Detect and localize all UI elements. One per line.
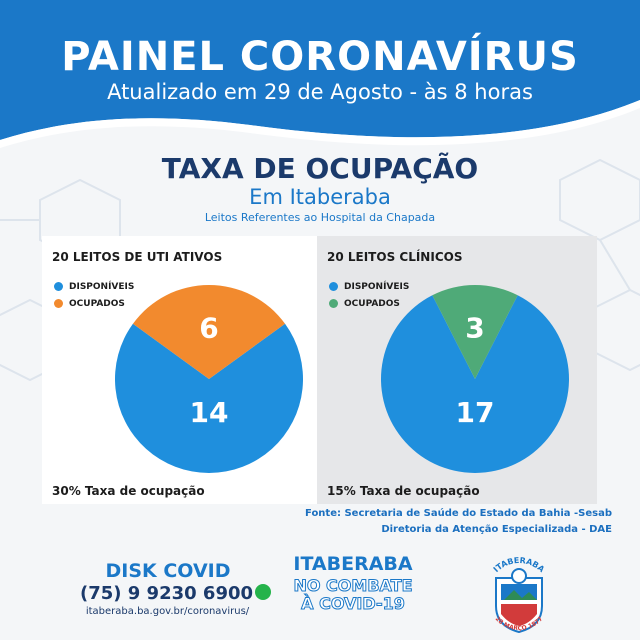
campaign-line-2: À COVID-19 — [301, 594, 405, 613]
clinicos-chart-title: 20 LEITOS CLÍNICOS — [327, 250, 463, 264]
section-note: Leitos Referentes ao Hospital da Chapada — [204, 211, 436, 224]
campaign-name: ITABERABA — [293, 553, 413, 575]
uti-chart-title: 20 LEITOS DE UTI ATIVOS — [52, 250, 223, 264]
update-subtitle: Atualizado em 29 de Agosto - às 8 horas — [107, 80, 533, 104]
clinicos-label-ocupados: 3 — [465, 311, 485, 345]
legend-label: DISPONÍVEIS — [344, 281, 410, 292]
uti-label-ocupados: 6 — [199, 311, 219, 345]
disk-covid-title: DISK COVID — [105, 560, 231, 582]
crest-top-text: ITABERABA — [491, 555, 547, 575]
clinicos-label-disponiveis: 17 — [455, 395, 495, 429]
section-subtitle: Em Itaberaba — [249, 185, 391, 209]
campaign-line-1: NO COMBATE — [293, 576, 413, 595]
clinicos-panel — [317, 236, 597, 504]
source-note — [305, 506, 612, 538]
clinicos-pie-chart — [317, 236, 597, 504]
source-line-2: Diretoria da Atenção Especializada - DAE — [381, 524, 612, 535]
section-title: TAXA DE OCUPAÇÃO — [161, 152, 479, 185]
uti-label-disponiveis: 14 — [189, 395, 229, 429]
legend-label: OCUPADOS — [344, 298, 400, 309]
whatsapp-icon — [255, 584, 271, 600]
source-line-1: Fonte: Secretaria de Saúde do Estado da Bahia -Sesab — [305, 508, 612, 519]
uti-panel — [42, 236, 317, 504]
crest-bottom-text: 28 MARÇO 1877 — [493, 615, 545, 633]
legend-label: DISPONÍVEIS — [69, 281, 135, 292]
city-crest-logo — [474, 548, 564, 638]
website-link[interactable]: itaberaba.ba.gov.br/coronavirus/ — [85, 606, 250, 617]
uti-occupancy-rate: 30% Taxa de ocupação — [52, 484, 205, 498]
page-title: PAINEL CORONAVÍRUS — [61, 34, 579, 80]
disk-covid-phone[interactable] — [80, 583, 255, 604]
uti-pie-chart — [42, 236, 317, 504]
clinicos-occupancy-rate: 15% Taxa de ocupação — [327, 484, 480, 498]
legend-label: OCUPADOS — [69, 298, 125, 309]
phone-number: (75) 9 9230 6900 — [80, 583, 254, 604]
